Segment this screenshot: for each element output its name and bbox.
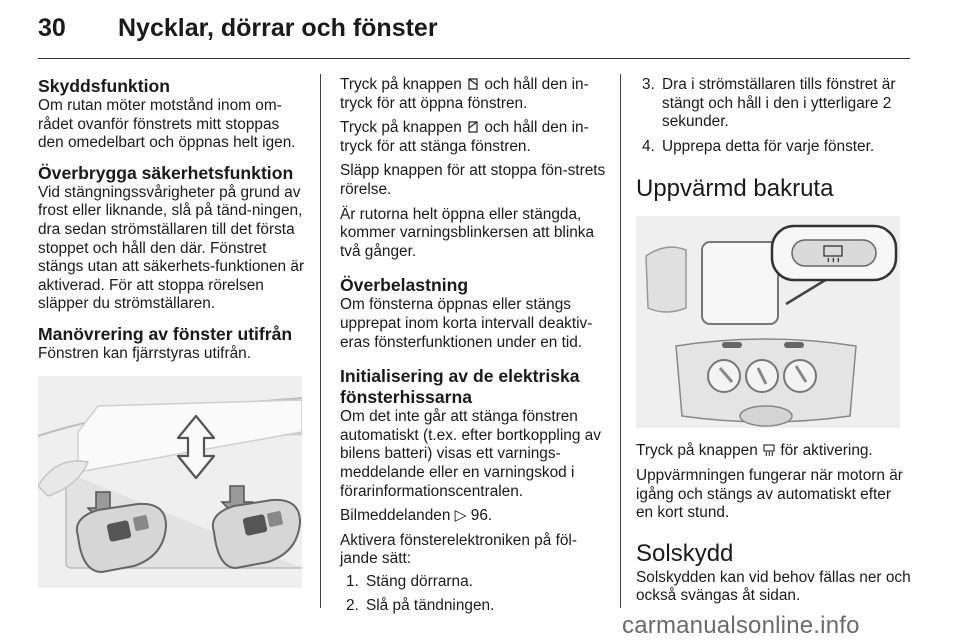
- column-2: [340, 76, 606, 616]
- text-vehicle-messages: [340, 507, 606, 526]
- page-title: Nycklar, dörrar och fönster: [118, 14, 438, 42]
- heading-sun-visor: Solskydd: [636, 539, 734, 567]
- text-hazard-flash: Är rutorna helt öppna eller stängda, kommer varningsblinkersen att blinka två gånger.: [340, 205, 595, 260]
- text-override-safety: Vid stängningssvårigheter på grund av frost eller liknande, slå på tänd-ningen, dra sedan strömställaren till det första stoppet och håll den där. Fönstret stängs utan att säkerhets-funktionen är aktiverad. För att stoppa rörelsen släpper du strömställaren.: [38, 183, 305, 313]
- column-divider-2: [620, 74, 621, 608]
- text-open-before: Tryck på knappen: [340, 76, 462, 93]
- text-open-windows: [340, 76, 606, 113]
- column-3: [636, 76, 912, 606]
- heading-remote-operation: Manövrering av fönster utifrån: [38, 323, 293, 344]
- list-item: 2. Slå på tändningen.: [346, 597, 495, 615]
- text-release-button: Släpp knappen för att stoppa fön-strets rörelse.: [340, 162, 606, 198]
- text-protection: Om rutan möter motstånd inom om-rådet ovanför fönstrets mitt stoppas den omedelbart och öppnas helt igen.: [38, 97, 296, 152]
- text-defrost-after: för aktivering.: [780, 442, 873, 460]
- rear-defrost-icon: [763, 443, 775, 457]
- text-activate-defrost: [636, 442, 912, 461]
- text-activate-electronics: Aktivera fönsterelektroniken på föl-jande sätt:: [340, 531, 577, 568]
- list-item: 4. Upprepa detta för varje fönster.: [642, 137, 875, 155]
- list-item: 1. Stäng dörrarna.: [346, 572, 473, 590]
- heading-heated-rear-window: Uppvärmd bakruta: [636, 175, 834, 203]
- heading-overload: Överbelastning: [340, 275, 469, 296]
- header-rule: [38, 58, 910, 59]
- reference-arrow-icon: ▷: [454, 507, 467, 525]
- text-vehicle-messages-ref: 96.: [470, 507, 493, 525]
- text-defrost-before: Tryck på knappen: [636, 442, 758, 460]
- column-1: [38, 76, 306, 588]
- window-close-icon: [467, 120, 479, 134]
- list-item: 3. Dra i strömställaren tills fönstret är stängt och håll i den i ytterligare 2 sekunder.: [642, 76, 896, 131]
- page-number: 30: [38, 14, 66, 42]
- window-open-icon: [467, 77, 479, 91]
- heading-override-safety: Överbrygga säkerhetsfunktion: [38, 162, 294, 183]
- text-close-windows: [340, 119, 606, 156]
- dashboard-drawing: [636, 216, 900, 428]
- text-close-before: Tryck på knappen: [340, 119, 462, 137]
- steps-list-2: [636, 76, 912, 156]
- text-remote-operation: Fönstren kan fjärrstyras utifrån.: [38, 344, 251, 362]
- remote-window-illustration: [38, 376, 302, 588]
- column-divider-1: [320, 74, 321, 608]
- watermark: carmanualsonline.info: [622, 612, 860, 639]
- text-sun-visor: Solskydden kan vid behov fällas ner och också svängas åt sidan.: [636, 568, 911, 605]
- heading-protection: Skyddsfunktion: [38, 76, 170, 96]
- text-vehicle-messages-label: Bilmeddelanden: [340, 507, 451, 525]
- text-defrost-info: Uppvärmningen fungerar när motorn är igång och stängs av automatiskt efter en kort stund.: [636, 466, 903, 522]
- text-close-after: och håll den in-tryck för att stänga fönstren.: [340, 119, 589, 155]
- text-open-after: och håll den in-tryck för att öppna fönstren.: [340, 76, 589, 112]
- dashboard-illustration: [636, 216, 900, 428]
- text-initialisation: Om det inte går att stänga fönstren automatiskt (t.ex. efter bortkoppling av bilens batteri) visas ett varnings-meddelande eller en varningskod i förarinformationscentralen.: [340, 408, 601, 500]
- page-header: [0, 0, 960, 60]
- steps-list-1: [340, 573, 606, 616]
- car-door-keys-drawing: [38, 376, 302, 588]
- text-overload: Om fönsterna öppnas eller stängs upprepat inom korta intervall deaktiv-eras fönsterfunktionen under en tid.: [340, 296, 593, 351]
- heading-initialisation: Initialisering av de elektriska fönsterhissarna: [340, 366, 580, 408]
